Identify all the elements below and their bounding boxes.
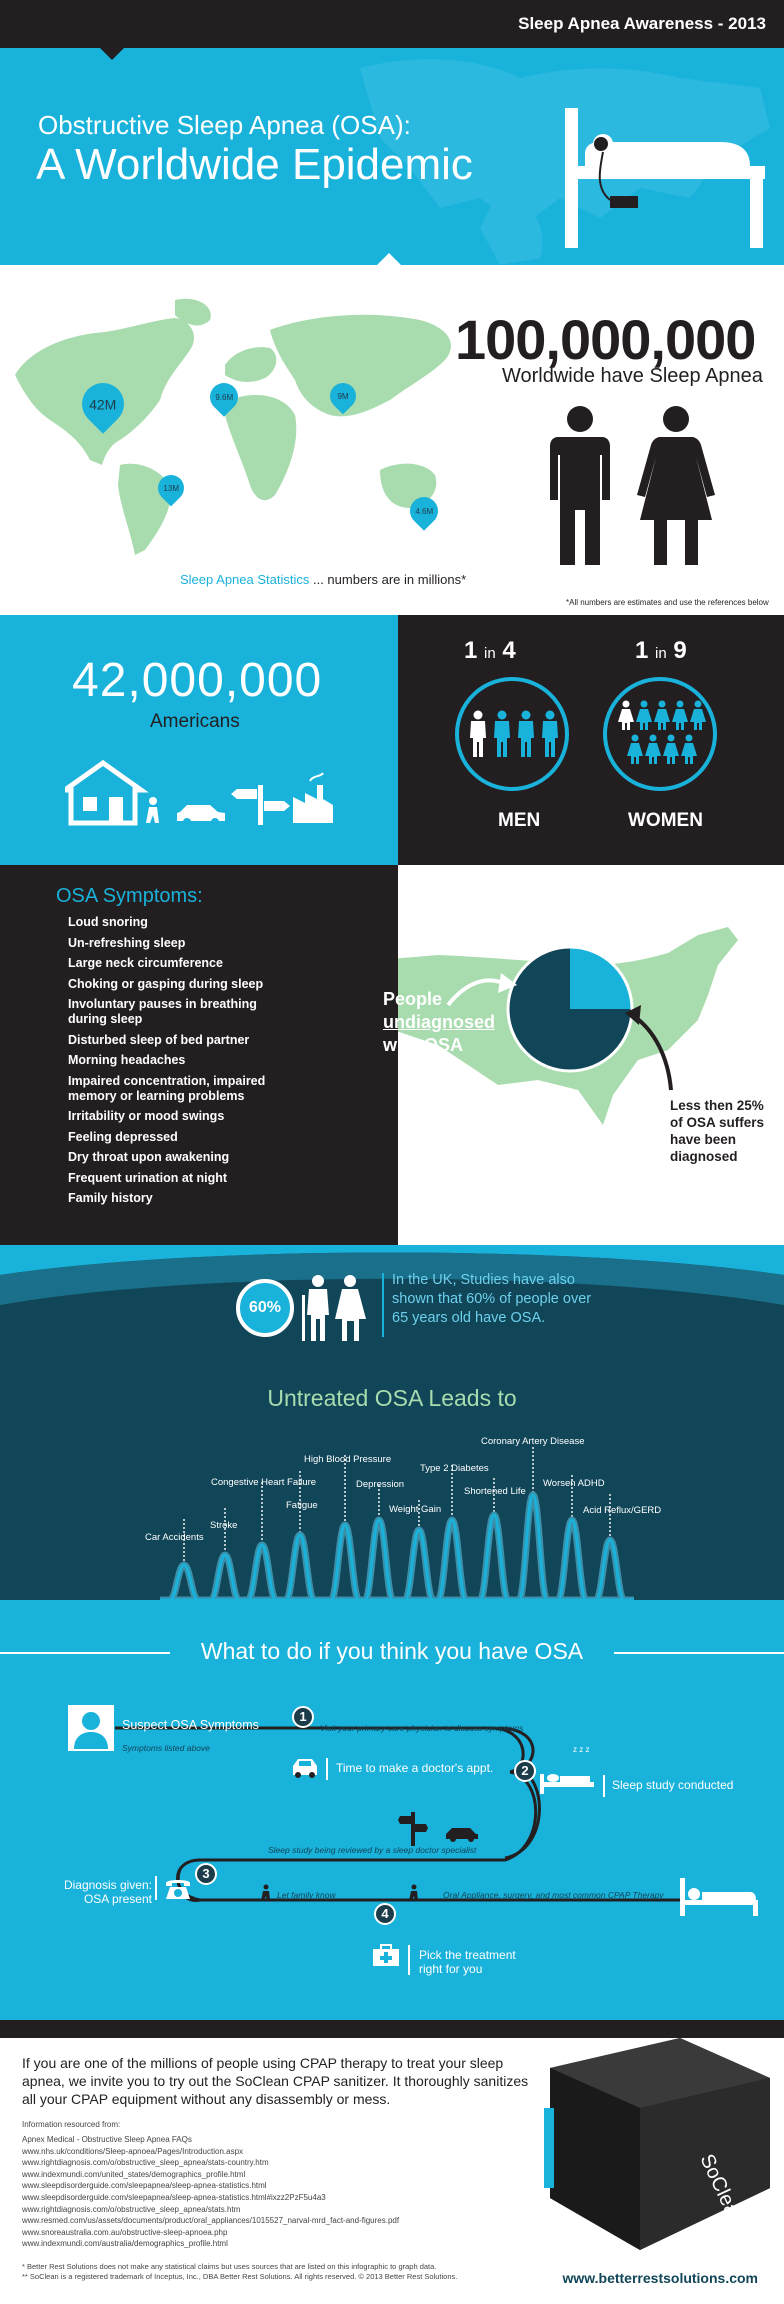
americans-label: Americans — [150, 711, 240, 732]
women-ratio-count: 1 — [635, 637, 649, 664]
estimates-note: *All numbers are estimates and use the references below — [566, 598, 769, 607]
untreated-section — [0, 1375, 784, 1600]
source-item[interactable]: www.indexmundi.com/australia/demographics_profile.html — [22, 2239, 228, 2249]
uk-text — [392, 1271, 591, 1328]
step-3-badge: 3 — [195, 1863, 217, 1885]
study-text: Sleep study conducted — [612, 1778, 734, 1792]
source-item[interactable]: www.indexmundi.com/united_states/demographics_profile.html — [22, 2169, 246, 2179]
gender-ratio-section — [398, 615, 784, 865]
appt-text: Time to make a doctor's appt. — [336, 1761, 494, 1775]
source-item[interactable]: www.sleepdisorderguide.com/sleepapnea/sleep-apnea-statistics.html — [22, 2181, 267, 2191]
uk-text-1: In the UK, Studies have also — [392, 1272, 575, 1288]
men-ratio-count: 1 — [464, 637, 478, 664]
undiagnosed-text-1: People — [383, 989, 443, 1009]
women-label: WOMEN — [628, 810, 703, 831]
diagnosis-text-1: Diagnosis given: — [63, 1878, 152, 1892]
men-ratio-of: 4 — [502, 637, 516, 664]
source-item[interactable]: www.sleepdisorderguide.com/sleepapnea/sleep-apnea-statistics.html#ixzz2PzF5u4a3 — [22, 2192, 326, 2202]
header-banner — [0, 48, 784, 265]
zzz-text: z z z — [573, 1745, 590, 1754]
source-item: Apnex Medical - Obstructive Sleep Apnea FAQs — [22, 2135, 192, 2144]
footer — [0, 2038, 784, 2304]
uk-text-2: shown that 60% of people over — [392, 1291, 592, 1307]
symptom-item: Irritability or mood swings — [68, 1109, 225, 1123]
sources-list — [22, 2134, 399, 2250]
men-ratio-word: in — [484, 645, 496, 662]
diagnosed-text-4: diagnosed — [670, 1149, 738, 1164]
world-section — [0, 265, 784, 615]
symptom-item: Family history — [68, 1191, 153, 1205]
footnote-1: * Better Rest Solutions does not make any statistical claims but uses sources that are listed on this infographic to graph data. — [22, 2262, 437, 2271]
symptom-item: Frequent urination at night — [68, 1170, 228, 1185]
elderly-couple-icon — [300, 1275, 372, 1341]
symptom-item: Un-refreshing sleep — [68, 935, 186, 950]
walking-person-icon — [258, 1884, 274, 1902]
study-divider — [603, 1775, 605, 1797]
source-item[interactable]: www.nhs.uk/conditions/Sleep-apnoea/Pages/Introduction.aspx — [22, 2146, 244, 2156]
untreated-heading: Untreated OSA Leads to — [267, 1385, 517, 1411]
step-2-badge: 2 — [514, 1760, 536, 1782]
map-caption — [180, 572, 466, 587]
women-ratio-of: 9 — [673, 637, 687, 664]
condition-label: Stroke — [210, 1520, 238, 1531]
step-1-badge: 1 — [292, 1706, 314, 1728]
condition-label: Congestive Heart Failure — [211, 1477, 317, 1488]
bed-cpap-icon — [555, 108, 784, 265]
header-subtitle: Obstructive Sleep Apnea (OSA): — [38, 110, 411, 140]
top-bar — [0, 0, 784, 48]
condition-label: Coronary Artery Disease — [481, 1436, 585, 1447]
symptoms-section — [0, 865, 398, 1245]
source-item[interactable]: www.rightdiagnosis.com/o/obstructive_sleep_apnea/stats-country.htm — [22, 2158, 269, 2168]
undiagnosed-text-3: with OSA — [383, 1035, 463, 1055]
footer-stripe — [0, 2020, 784, 2038]
undiagnosed-pie — [506, 945, 634, 1073]
footnote-2: ** SoClean is a registered trademark of Inceptus, Inc., DBA Better Rest Solutions. All rights reserved. © 2013 Better Rest Solutions. — [22, 2272, 458, 2281]
rest-bed-icon — [680, 1878, 760, 1916]
symptom-item: Involuntary pauses in breathing during sleep — [68, 997, 257, 1026]
women-ratio — [635, 637, 687, 665]
map-caption-rest: ... numbers are in millions* — [309, 572, 467, 587]
world-map — [10, 290, 460, 560]
suspect-subtext: Symptoms listed above — [122, 1743, 210, 1753]
condition-label: Shortened Life — [464, 1486, 526, 1497]
diagnosis-text-2: OSA present — [83, 1892, 152, 1906]
diagnosed-text-2: of OSA suffers — [670, 1115, 765, 1130]
sleep-study-bed-icon — [538, 1760, 598, 1796]
symptoms-list — [68, 915, 398, 1212]
source-item[interactable]: www.resmed.com/us/assets/documents/product/oral_appliances/1015527_narval-mrd_fact-and-figures.pdf — [22, 2216, 400, 2226]
promo-paragraph: If you are one of the millions of people using CPAP therapy to treat your sleep apnea, we invite you to try out the SoClean CPAP sanitizer. It thoroughly sanitizes all your CPAP equipment without any disassembly or mess. — [22, 2055, 529, 2107]
men-figures — [468, 710, 560, 758]
undiagnosed-text — [383, 988, 495, 1057]
diagnosed-text — [670, 1097, 764, 1165]
condition-label: Weight Gain — [389, 1504, 442, 1515]
options-text: Oral Appliance, surgery, and most common CPAP Therapy — [443, 1890, 664, 1900]
diagnosis-text — [52, 1878, 152, 1906]
phone-icon — [162, 1875, 194, 1901]
pin-usa-label: 42M — [89, 396, 117, 413]
condition-label: High Blood Pressure — [304, 1454, 392, 1465]
header-title: A Worldwide Epidemic — [36, 140, 473, 189]
symptom-item: Large neck circumference — [68, 956, 223, 970]
pin-south-america-label: 13M — [163, 483, 179, 493]
symptom-item: Dry throat upon awakening — [68, 1150, 230, 1164]
signpost-icon — [398, 1810, 428, 1846]
treatment-text-2: right for you — [419, 1962, 483, 1976]
resourced-label: Information resourced from: — [22, 2120, 121, 2129]
family-text: Let family know — [277, 1890, 336, 1900]
women-figures — [618, 700, 710, 766]
car-icon — [291, 1756, 319, 1780]
diagnosis-divider — [155, 1876, 157, 1900]
suspect-text: Suspect OSA Symptoms — [122, 1718, 259, 1732]
top-bar-notch — [100, 48, 124, 60]
source-item[interactable]: www.snoreaustralia.com.au/obstructive-sleep-apnoea.php — [22, 2227, 228, 2237]
percent-value: 60% — [248, 1299, 282, 1316]
americans-count: 42,000,000 — [72, 654, 323, 707]
review-text: Sleep study being reviewed by a sleep doctor specialist — [268, 1845, 477, 1855]
pin-europe-label: 9.6M — [215, 392, 233, 402]
todo-heading: What to do if you think you have OSA — [200, 1638, 584, 1664]
men-label: MEN — [498, 810, 541, 831]
pin-australia-label: 4.6M — [415, 506, 433, 516]
pin-asia-label: 9M — [337, 391, 349, 401]
man-woman-icon — [540, 405, 730, 565]
diagnosed-text-1: Less then 25% — [670, 1098, 764, 1113]
soclean-logo: SoClean — [695, 2150, 748, 2230]
uk-text-3: 65 years old have OSA. — [392, 1310, 546, 1326]
women-ratio-word: in — [655, 645, 667, 662]
visit-text: Visit your primary care physician to discuss symptoms — [320, 1723, 524, 1733]
medical-kit-icon — [372, 1944, 400, 1966]
walking-person-icon-2 — [406, 1884, 422, 1902]
diagnosed-text-3: have been — [670, 1132, 737, 1147]
symptoms-heading: OSA Symptoms: — [56, 885, 203, 907]
condition-label: Fatigue — [286, 1500, 318, 1511]
percent-badge — [236, 1279, 294, 1337]
treatment-text — [419, 1948, 516, 1976]
step-4-badge: 4 — [374, 1903, 396, 1925]
symptom-item: Loud snoring — [68, 915, 148, 929]
symptom-item: Morning headaches — [68, 1053, 186, 1067]
condition-label: Acid Reflux/GERD — [583, 1505, 662, 1516]
men-ratio — [464, 637, 516, 665]
worldwide-label: Worldwide have Sleep Apnea — [502, 365, 763, 387]
symptom-item: Disturbed sleep of bed partner — [68, 1032, 250, 1047]
footnotes — [22, 2262, 457, 2282]
symptom-item: Feeling depressed — [68, 1129, 178, 1144]
arrow-from-diagnosed — [623, 995, 693, 1095]
condition-label: Worsen ADHD — [543, 1478, 605, 1489]
symptom-item: Choking or gasping during sleep — [68, 976, 264, 991]
treatment-text-1: Pick the treatment — [419, 1948, 516, 1962]
appt-divider — [326, 1758, 328, 1780]
uk-section — [0, 1245, 784, 1375]
car-on-road-icon — [444, 1822, 480, 1842]
condition-label: Depression — [356, 1479, 405, 1490]
symptom-item: Impaired concentration, impaired memory or learning problems — [68, 1073, 266, 1103]
undiagnosed-text-2: undiagnosed — [383, 1012, 495, 1032]
website-link[interactable]: www.betterrestsolutions.com — [562, 2270, 758, 2286]
lifestyle-icons — [65, 755, 345, 827]
uk-divider — [382, 1273, 384, 1337]
map-caption-highlight: Sleep Apnea Statistics — [180, 572, 310, 587]
person-icon — [68, 1705, 114, 1751]
worldwide-count: 100,000,000 — [455, 308, 756, 371]
header-notch — [377, 253, 401, 265]
condition-label: Type 2 Diabetes — [420, 1463, 489, 1474]
americans-section — [0, 615, 398, 865]
source-item[interactable]: www.rightdiagnosis.com/o/obstructive_sleep_apnea/stats.htm — [22, 2204, 241, 2214]
condition-label: Car Accidents — [145, 1532, 204, 1543]
soclean-device-image — [530, 2038, 784, 2250]
top-bar-title: Sleep Apnea Awareness - 2013 — [518, 14, 766, 33]
treatment-divider — [408, 1945, 410, 1975]
what-to-do-section — [0, 1600, 784, 2020]
